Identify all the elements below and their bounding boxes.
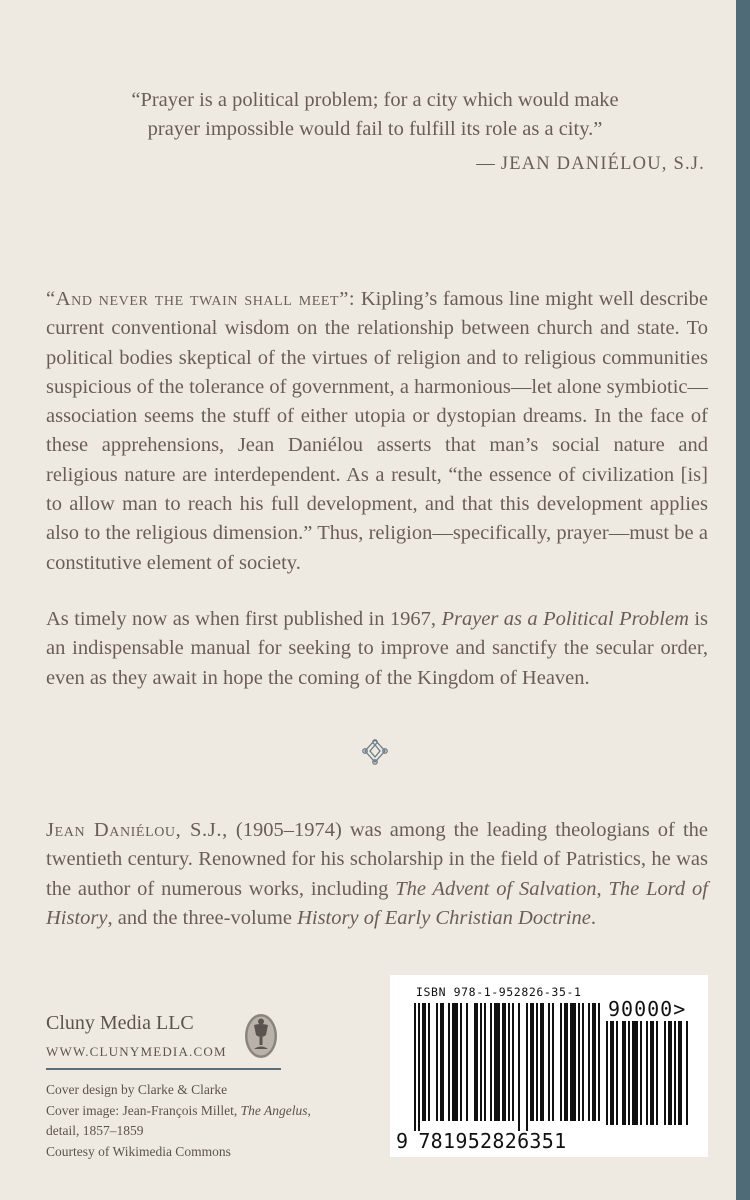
barcode-bar [592, 1003, 596, 1121]
barcode-bar [560, 1003, 562, 1121]
bio-end: . [590, 906, 597, 929]
barcode-bar [422, 1003, 426, 1121]
bio-author-name: Jean Daniélou, S.J., [46, 819, 228, 841]
barcode-bar [466, 1003, 468, 1121]
description-paragraph-2 [46, 605, 708, 693]
bio-work-1: The Advent of Salvation [395, 877, 597, 900]
barcode-bar [440, 1003, 444, 1121]
addon-barcode-bars [606, 1021, 696, 1127]
barcode-bar [564, 1003, 568, 1121]
barcode-bar [650, 1021, 654, 1125]
barcode-bar [656, 1021, 658, 1125]
barcode-bar [414, 1003, 416, 1131]
barcode-bar [448, 1003, 450, 1121]
barcode-bar [484, 1003, 486, 1121]
bio-work-3: History of Early Christian Doctrine [297, 906, 591, 929]
barcode-bar [428, 1003, 430, 1121]
barcode-bar [518, 1003, 520, 1131]
barcode-bar [548, 1003, 550, 1121]
epigraph-line-1: “Prayer is a political problem; for a city which would make [131, 89, 619, 111]
barcode-bar [616, 1021, 618, 1125]
epigraph-quote [0, 86, 750, 144]
ean-digit-first: 9 [396, 1129, 409, 1153]
barcode-bar [632, 1021, 638, 1125]
barcode-bar [610, 1021, 614, 1125]
isbn-label: ISBN 978-1-952826-35-1 [416, 985, 582, 999]
description-paragraph-1 [46, 285, 708, 578]
barcode-bar [474, 1003, 478, 1121]
barcode-bar [628, 1021, 630, 1125]
bio-sep-1: , [596, 877, 609, 900]
ean-digits-right: 826351 [492, 1129, 567, 1153]
barcode-bar [512, 1003, 514, 1121]
isbn-barcode [390, 975, 708, 1157]
barcode-bar [540, 1003, 544, 1121]
epigraph-attribution [476, 154, 705, 175]
barcode-bar [480, 1003, 482, 1121]
author-bio [46, 816, 708, 933]
price-code: 90000> [608, 997, 687, 1021]
barcode-bar [668, 1021, 672, 1125]
barcode-bar [452, 1003, 458, 1121]
barcode-bar [578, 1003, 580, 1121]
bio-text-2: , and the three-volume [107, 906, 298, 929]
credit-image-title: The Angelus [240, 1102, 308, 1118]
credit-image [46, 1101, 376, 1122]
barcode-bar [460, 1003, 462, 1121]
barcode-bar [646, 1021, 648, 1125]
barcode-bar [598, 1003, 600, 1121]
barcode-bar [530, 1003, 534, 1121]
bio-work-2: The Lord of History [46, 877, 708, 929]
ornament-icon [361, 738, 389, 768]
cover-credits [46, 1080, 376, 1162]
book-title: Prayer as a Political Problem [441, 608, 689, 630]
barcode-bar [678, 1021, 682, 1125]
attribution-author: JEAN DANIÉLOU, S.J. [500, 154, 705, 174]
epigraph-line-2: prayer impossible would fail to fulfill its role as a city.” [147, 118, 603, 140]
barcode-bar [674, 1021, 676, 1125]
publisher-name: Cluny Media LLC [46, 1012, 194, 1034]
barcode-bar [508, 1003, 510, 1121]
barcode-bar [664, 1021, 666, 1125]
description-p2-before: As timely now as when first published in 1967, [46, 608, 442, 630]
barcode-bar [552, 1003, 554, 1121]
credit-image-prefix: Cover image: Jean-François Millet, [46, 1102, 241, 1118]
bio-text-1: (1905–1974) was among the leading theologians of the twentieth century. Renowned for his scholarship in the field of Patristics, he was the author of numerous works, including [46, 819, 708, 900]
barcode-bar [582, 1003, 584, 1121]
barcode-bar [490, 1003, 492, 1121]
barcode-bar [436, 1003, 438, 1121]
description-p1-text: Kipling’s famous line might well describe current conventional wisdom on the relationship between church and state. To political bodies skeptical of the virtues of religion and to religious communities suspicious of the tolerance of government, a harmonious—let alone symbiotic—association seems the stuff of either utopia or dystopian dreams. In the face of these apprehensions, Jean Daniélou asserts that man’s social nature and religious nature are interdependent. As a result, “the essence of civilization [is] to allow man to reach his full development, and that this development applies also to the religious dimension.” Thus, religion—specifically, prayer—must be a constitutive element of society. [46, 288, 708, 574]
credit-detail: detail, 1857–1859 [46, 1123, 144, 1138]
barcode-bar [526, 1003, 528, 1131]
description-p2-after: is an indispensable manual for seeking to improve and sanctify the secular order, even as they await in hope the coming of the Kingdom of Heaven. [46, 608, 709, 689]
barcode-bar [640, 1021, 642, 1125]
barcode-bar [622, 1021, 626, 1125]
ean-digits-left: 781952 [418, 1129, 493, 1153]
description-lead: “And never the twain shall meet”: [46, 288, 356, 310]
publisher-divider [46, 1068, 281, 1070]
barcode-bar [418, 1003, 420, 1131]
spine-edge [736, 0, 750, 1200]
chalice-logo-icon [244, 1013, 278, 1059]
barcode-bar [536, 1003, 538, 1121]
publisher-website[interactable]: WWW.CLUNYMEDIA.COM [46, 1044, 227, 1059]
credit-courtesy: Courtesy of Wikimedia Commons [46, 1143, 231, 1159]
barcode-bar [502, 1003, 506, 1121]
barcode-bar [588, 1003, 590, 1121]
credit-design: Cover design by Clarke & Clarke [46, 1082, 228, 1097]
ean-digits [396, 1129, 566, 1153]
barcode-bar [686, 1021, 688, 1125]
credit-image-suffix: , [307, 1102, 311, 1118]
barcode-bar [494, 1003, 500, 1121]
barcode-bars [414, 1003, 602, 1133]
barcode-bar [606, 1021, 608, 1125]
attribution-dash: — [476, 154, 495, 174]
barcode-bar [570, 1003, 576, 1121]
